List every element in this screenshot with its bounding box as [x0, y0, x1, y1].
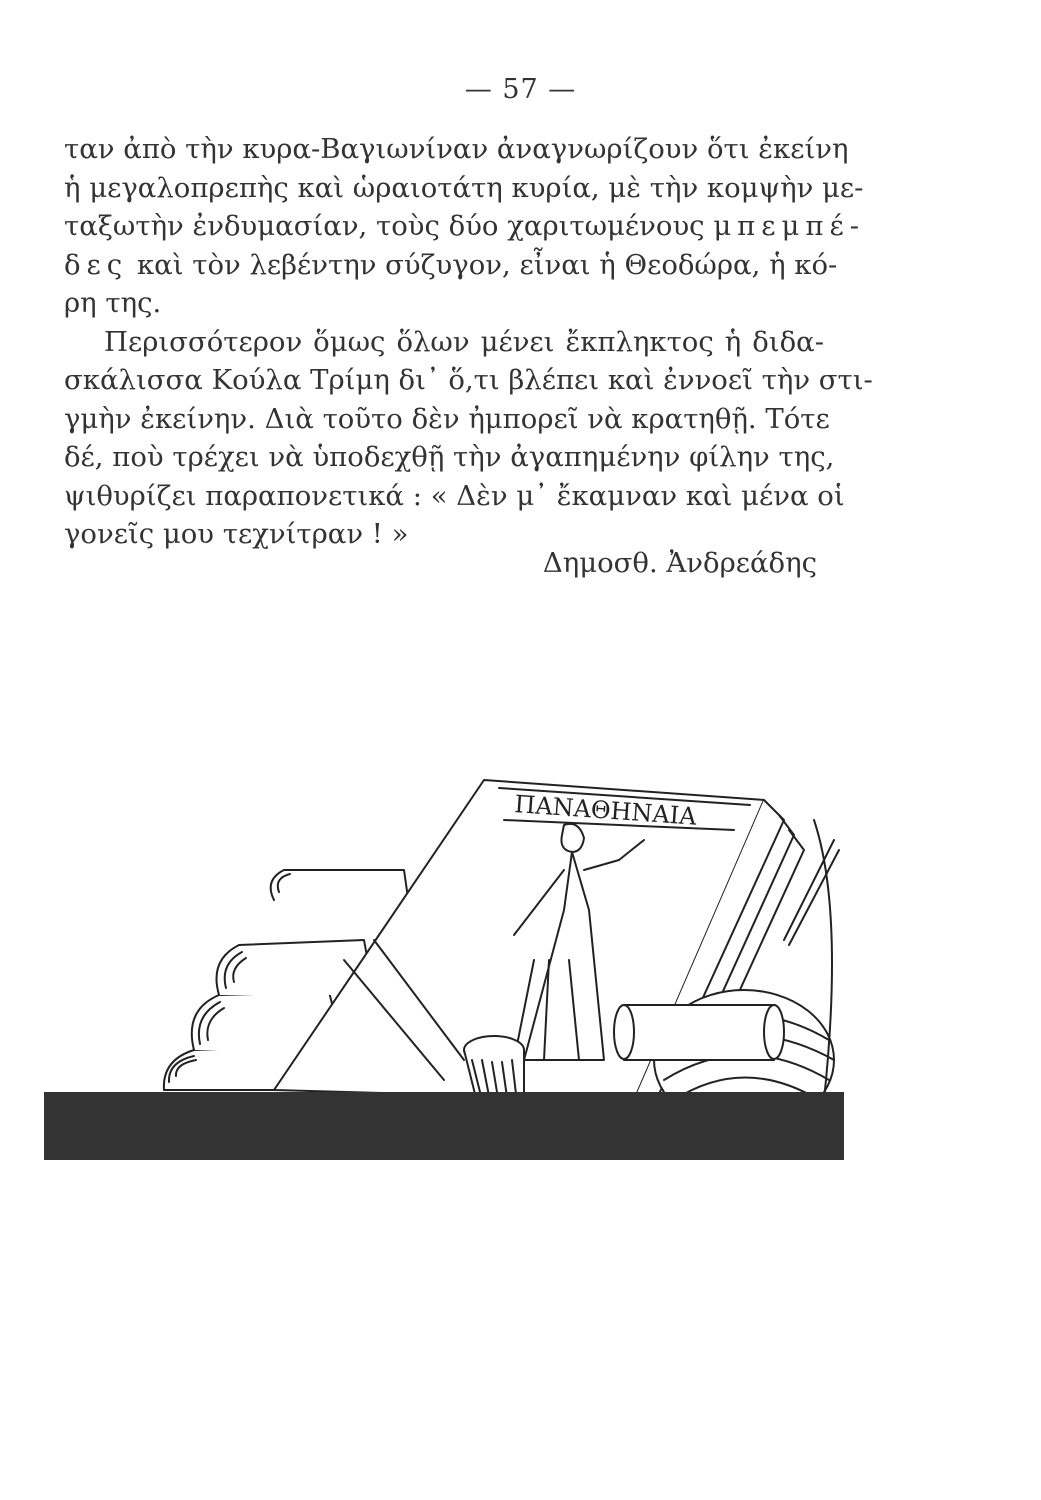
paragraph-1 [64, 130, 865, 323]
text-line [64, 246, 838, 285]
text-line: ρη της. [64, 287, 162, 319]
magazine-title: ΠΑΝΑΘΗΝΑΙΑ [513, 790, 698, 831]
text-line [64, 207, 865, 246]
article-body [64, 130, 873, 554]
text-line: σκάλισσα Κούλα Τρίμη δι᾽ ὅ,τι βλέπει καὶ ἐννοεῖ τὴν στι- [64, 364, 873, 396]
text-fragment: καὶ τὸν λεβέντην σύζυγον, εἶναι ἡ Θεοδώρα, ἡ κό- [128, 248, 838, 281]
text-line: δέ, ποὺ τρέχει νὰ ὑποδεχθῇ τὴν ἀγαπημένην φίλην της, [64, 441, 835, 473]
spaced-word: δες [64, 248, 129, 281]
text-line: ταν ἀπὸ τὴν κυρα-Βαγιωνίναν ἀναγνωρίζουν ὅτι ἐκείνη [64, 133, 849, 165]
ribbon-spool [614, 1005, 784, 1060]
page-number: — 57 — [464, 74, 577, 105]
text-line: ἡ μεγαλοπρεπὴς καὶ ὡραιοτάτη κυρία, μὲ τὴν κομψὴν με- [64, 171, 864, 204]
spaced-word: μπεμπέ- [713, 210, 865, 242]
author-signature: Δημοσθ. Ἀνδρεάδης [542, 547, 817, 579]
shelf [44, 1092, 844, 1160]
text-line: γονεῖς μου τεχνίτραν ! » [64, 518, 409, 550]
paragraph-2 [64, 323, 873, 554]
text-line: γμὴν ἐκείνην. Διὰ τοῦτο δὲν ἠμπορεῖ νὰ κρατηθῇ. Τότε [64, 402, 830, 435]
still-life-illustration [44, 760, 844, 1160]
text-line: ψιθυρίζει παραπονετικά : « Δὲν μ᾽ ἔκαμναν καὶ μένα οἱ [64, 479, 845, 512]
text-fragment: ταξωτὴν ἐνδυμασίαν, τοὺς δύο χαριτωμένους [64, 210, 705, 242]
text-line: Περισσότερον ὅμως ὅλων μένει ἔκπληκτος ἡ διδα- [104, 325, 824, 358]
